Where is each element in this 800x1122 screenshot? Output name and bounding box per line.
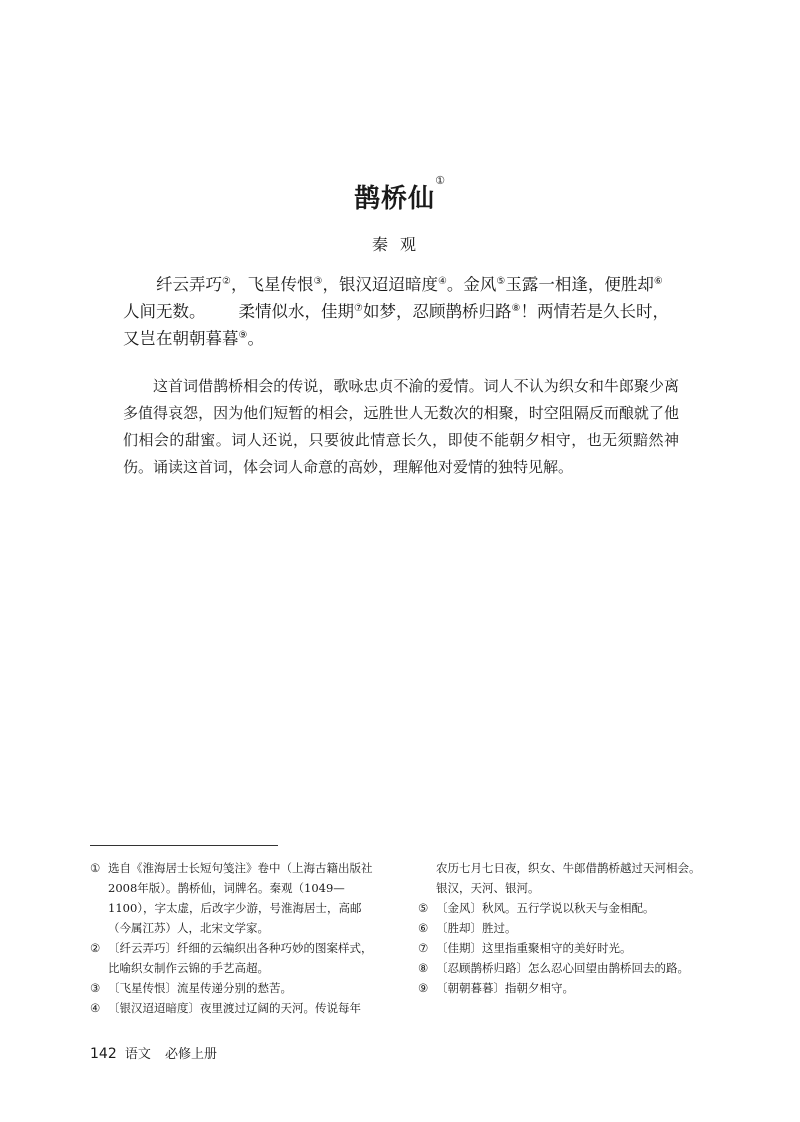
footnote-item: ⑨ 〔朝朝暮暮〕指朝夕相守。 [418,981,574,995]
footnote-item: ⑥ 〔胜却〕胜过。 [418,921,517,935]
page-title [0,174,800,215]
page-footer [90,1043,217,1062]
footnotes-left [90,858,380,1018]
author: 秦观 [371,235,428,254]
book-name: 语文 [124,1047,151,1062]
volume-name: 必修上册 [165,1047,218,1062]
footnote-item: ① 选自《淮海居士长短句笺注》卷中（上海古籍出版社2008年版）。鹊桥仙，词牌名。秦观（1049—1100），字太虚，后改字少游，号淮海居士，高邮（今属江苏）人，北宋文学家。 [90,861,373,935]
footnote-divider [90,845,278,846]
footnote-item: ④ 〔银汉迢迢暗度〕夜里渡过辽阔的天河。传说每年 [90,1001,361,1015]
footnote-continuation: 农历七月七日夜，织女、牛郎借鹊桥越过天河相会。银汉，天河、银河。 [436,861,701,895]
page-number: 142 [90,1046,117,1062]
title-footnote-mark: ① [435,174,446,187]
footnote-item: ⑤ 〔金风〕秋风。五行学说以秋天与金相配。 [418,901,655,915]
footnotes-right [418,858,708,998]
poem-text: 纤云弄巧②，飞星传恨③，银汉迢迢暗度④。金风⑤玉露一相逢，便胜却⑥人间无数。 柔情似水，佳期⑦如梦，忍顾鹊桥归路⑧！两情若是久长时，又岂在朝朝暮暮⑨。 [123,275,669,348]
footnote-item: ③ 〔飞星传恨〕流星传递分别的愁苦。 [90,981,292,995]
footnote-item: ⑧ 〔忍顾鹊桥归路〕怎么忍心回望由鹊桥回去的路。 [418,961,689,975]
footnote-item: ② 〔纤云弄巧〕纤细的云编织出各种巧妙的图案样式，比喻织女制作云锦的手艺高超。 [90,941,373,975]
intro-paragraph: 这首词借鹊桥相会的传说，歌咏忠贞不渝的爱情。词人不认为织女和牛郎聚少离多值得哀怨，因为他们短暂的相会，远胜世人无数次的相聚，时空阻隔反而酿就了他们相会的甜蜜。词人还说，只要彼此情意长久，即使不能朝夕相守，也无须黯然神伤。诵读这首词，体会词人命意的高妙，理解他对爱情的独特见解。 [123,377,679,476]
footnote-item: ⑦ 〔佳期〕这里指重聚相守的美好时光。 [418,941,632,955]
title-text: 鹊桥仙 [354,184,436,214]
